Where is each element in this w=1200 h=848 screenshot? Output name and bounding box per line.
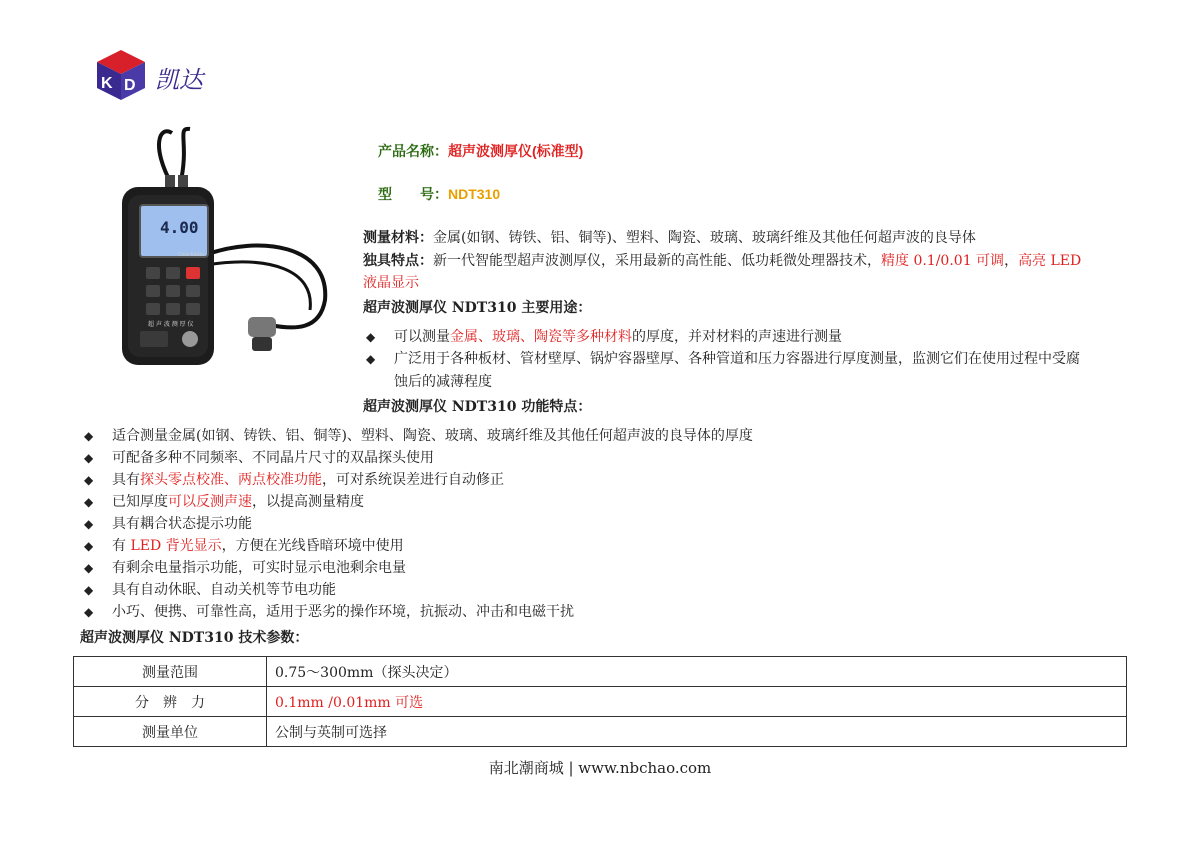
svg-text:K: K — [101, 75, 113, 92]
function-highlight: 可以反测声速 — [168, 494, 252, 510]
product-model-label: 型 号： — [378, 187, 448, 203]
diamond-bullet-icon: ◆ — [84, 517, 94, 531]
table-row — [74, 657, 1127, 687]
features-sep: ， — [1004, 253, 1019, 269]
diamond-bullet-icon: ◆ — [84, 605, 94, 619]
uses-item-2-line2: 蚀后的减薄程度 — [394, 374, 492, 390]
specs-table — [73, 656, 1127, 747]
spec-key: 分 辨 力 — [74, 687, 267, 717]
device-label-text: 超 声 波 测 厚 仪 — [148, 321, 194, 328]
spec-key: 测量范围 — [74, 657, 267, 687]
features-precision: 精度 0.1/0.01 可调 — [881, 253, 1005, 269]
features-text: 新一代智能型超声波测厚仪，采用最新的高性能、低功耗微处理器技术， — [433, 253, 881, 269]
thickness-gauge-device-icon — [110, 125, 360, 370]
uses-item-2-line1: 广泛用于各种板材、管材壁厚、锅炉容器壁厚、各种管道和压力容器进行厚度测量，监测它们在使用过程中受腐 — [394, 351, 1080, 367]
function-highlight: 探头零点校准、两点校准功能 — [140, 472, 322, 488]
features-label: 独具特点： — [363, 253, 433, 269]
materials-line — [363, 228, 976, 248]
spec-key: 测量单位 — [74, 717, 267, 747]
product-name-line — [378, 141, 583, 162]
product-model-line — [378, 184, 500, 205]
diamond-bullet-icon: ◆ — [366, 352, 376, 366]
product-image — [110, 125, 360, 370]
uses-item-1-highlight: 金属、玻璃、陶瓷等多种材料 — [450, 329, 632, 345]
materials-text: 金属(如钢、铸铁、铝、铜等)、塑料、陶瓷、玻璃、玻璃纤维及其他任何超声波的良导体 — [433, 230, 976, 246]
diamond-bullet-icon: ◆ — [84, 495, 94, 509]
diamond-bullet-icon: ◆ — [84, 539, 94, 553]
spec-value: 0.75～300mm（探头决定） — [267, 657, 1127, 687]
uses-item-1-post: 的厚度，并对材料的声速进行测量 — [632, 329, 842, 345]
product-name-label: 产品名称： — [378, 144, 448, 160]
diamond-bullet-icon: ◆ — [84, 561, 94, 575]
function-highlight: LED 背光显示 — [130, 538, 222, 554]
diamond-bullet-icon: ◆ — [84, 451, 94, 465]
product-model-value: NDT310 — [448, 186, 501, 202]
features-led: 高亮 LED — [1018, 253, 1082, 269]
kd-cube-icon — [95, 48, 147, 102]
table-row — [74, 687, 1127, 717]
diamond-bullet-icon: ◆ — [366, 330, 376, 344]
uses-item-1-pre: 可以测量 — [394, 329, 450, 345]
specs-heading: 超声波测厚仪 NDT310 技术参数： — [80, 630, 309, 646]
diamond-bullet-icon: ◆ — [84, 473, 94, 487]
table-row — [74, 717, 1127, 747]
device-screen-reading: 4.00 — [160, 218, 199, 237]
diamond-bullet-icon: ◆ — [84, 429, 94, 443]
footer: 南北潮商城 | www.nbchao.com — [488, 759, 712, 777]
materials-label: 测量材料： — [363, 230, 433, 246]
device-brand-text: Cica Kaida — [178, 252, 205, 258]
spec-value: 公制与英制可选择 — [267, 717, 1127, 747]
features-line — [363, 251, 1081, 271]
spec-value: 0.1mm /0.01mm 可选 — [267, 687, 1127, 717]
diamond-bullet-icon: ◆ — [84, 583, 94, 597]
functions-heading: 超声波测厚仪 NDT310 功能特点： — [363, 399, 592, 415]
company-logo — [95, 48, 225, 104]
product-name-value: 超声波测厚仪(标准型) — [448, 143, 584, 159]
uses-heading: 超声波测厚仪 NDT310 主要用途： — [363, 300, 592, 316]
features-lcd: 液晶显示 — [363, 275, 419, 291]
brand-name: 凯达 — [155, 66, 203, 94]
svg-text:D: D — [124, 77, 136, 94]
